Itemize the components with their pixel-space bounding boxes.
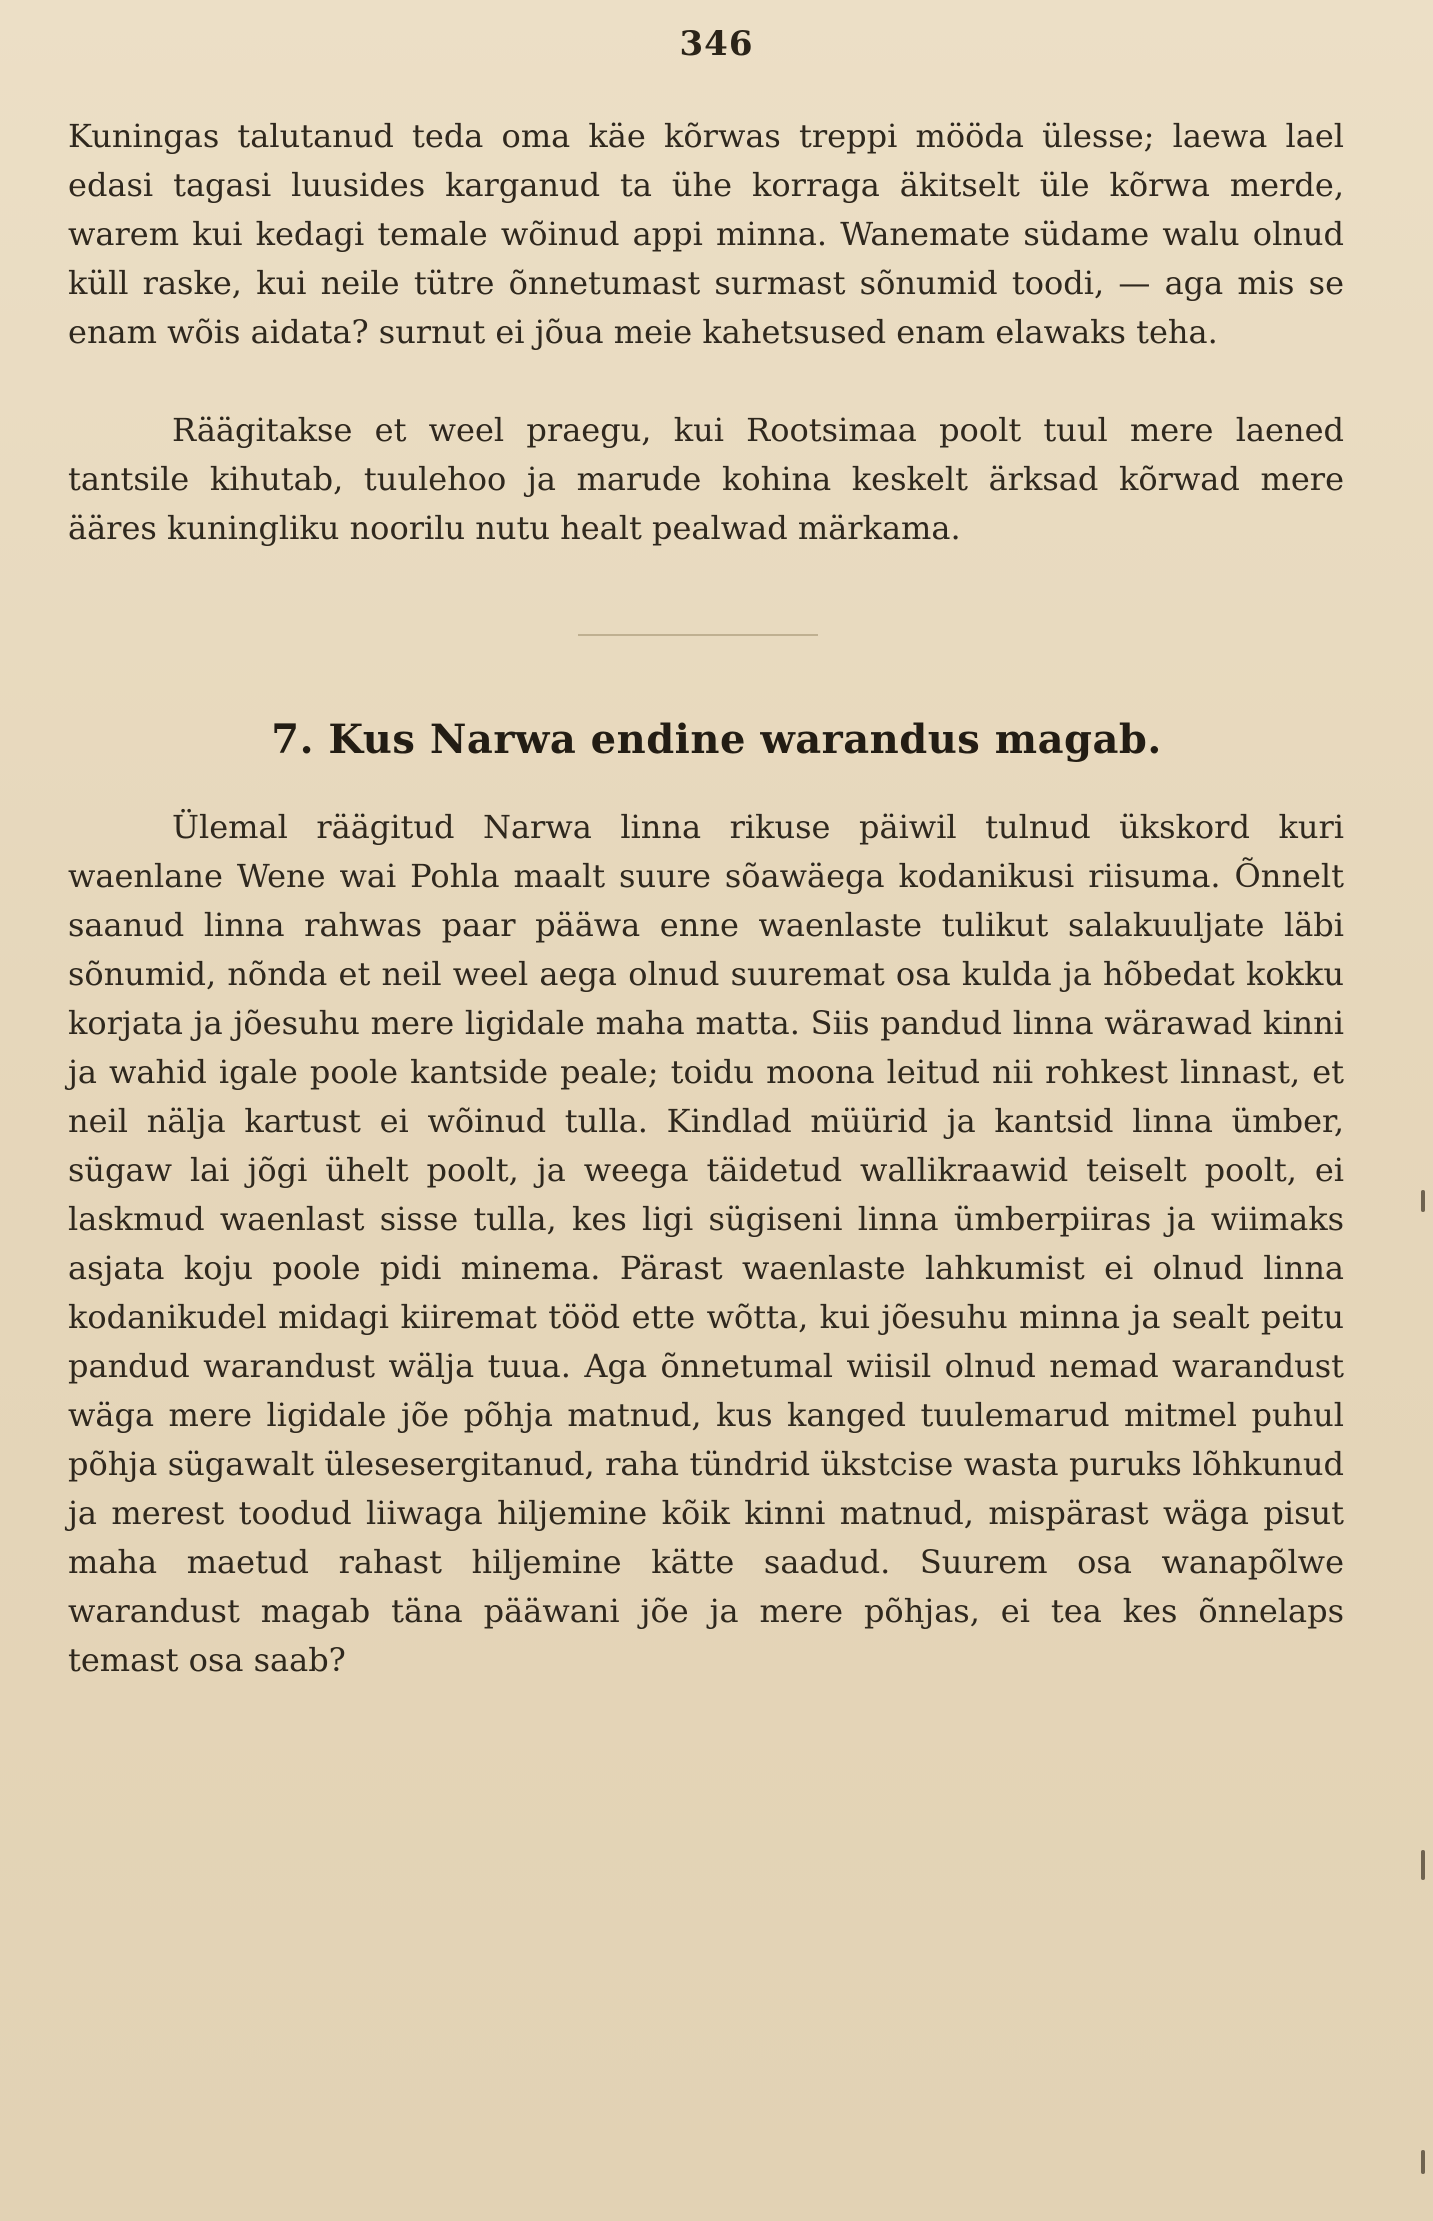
page-edge-mark [1421, 1850, 1425, 1880]
paragraph-continued: Kuningas talutanud teda oma käe kõrwas treppi mööda ülesse; laewa lael edasi tagasi luusides karganud ta ühe korraga äkitselt üle kõrwa merde, warem kui kedagi temale wõinud appi minna. Wanemate südame walu olnud küll raske, kui neile tütre õnnetumast surmast sõnumid toodi, — aga mis se enam wõis aidata? surnut ei jõua meie kahetsused enam elawaks teha. [68, 117, 1344, 351]
page-number: 346 [679, 24, 754, 64]
page-edge-mark [1421, 1190, 1425, 1212]
page-edge-mark [1421, 2150, 1425, 2174]
chapter-title: 7. Kus Narwa endine warandus magab. [271, 716, 1162, 763]
section-divider [578, 634, 818, 636]
paragraph-still-told: Räägitakse et weel praegu, kui Rootsimaa poolt tuul mere laened tantsile kihutab, tuulehoo ja marude kohina keskelt ärksad kõrwad mere ääres kuningliku noorilu nutu healt pealwad märkama. [68, 411, 1344, 547]
chapter-body-paragraph: Ülemal räägitud Narwa linna rikuse päiwil tulnud ükskord kuri waenlane Wene wai Pohla maalt suure sõawäega kodanikusi riisuma. Õnnelt saanud linna rahwas paar pääwa enne waenlaste tulikut salakuuljate läbi sõnumid, nõnda et neil weel aega olnud suuremat osa kulda ja hõbedat kokku korjata ja jõesuhu mere ligidale maha matta. Siis pandud linna wärawad kinni ja wahid igale poole kantside peale; toidu moona leitud nii rohkest linnast, et neil nälja kartust ei wõinud tulla. Kindlad müürid ja kantsid linna ümber, sügaw lai jõgi ühelt poolt, ja weega täidetud wallikraawid teiselt poolt, ei laskmud waenlast sisse tulla, kes ligi sügiseni linna ümberpiiras ja wiimaks asjata koju poole pidi minema. Pärast waenlaste lahkumist ei olnud linna kodanikudel midagi kiiremat tööd ette wõtta, kui jõesuhu minna ja sealt peitu pandud warandust wälja tuua. Aga õnnetumal wiisil olnud nemad warandust wäga mere ligidale jõe põhja matnud, kus kanged tuulemarud mitmel puhul põhja sügawalt ülesesergitanud, raha tündrid ükstcise wasta puruks lõhkunud ja merest toodud liiwaga hiljemine kõik kinni matnud, mispärast wäga pisut maha maetud rahast hiljemine kätte saadud. Suurem osa wanapõlwe warandust magab täna pääwani jõe ja mere põhjas, ei tea kes õnnelaps temast osa saab? [68, 808, 1344, 1679]
